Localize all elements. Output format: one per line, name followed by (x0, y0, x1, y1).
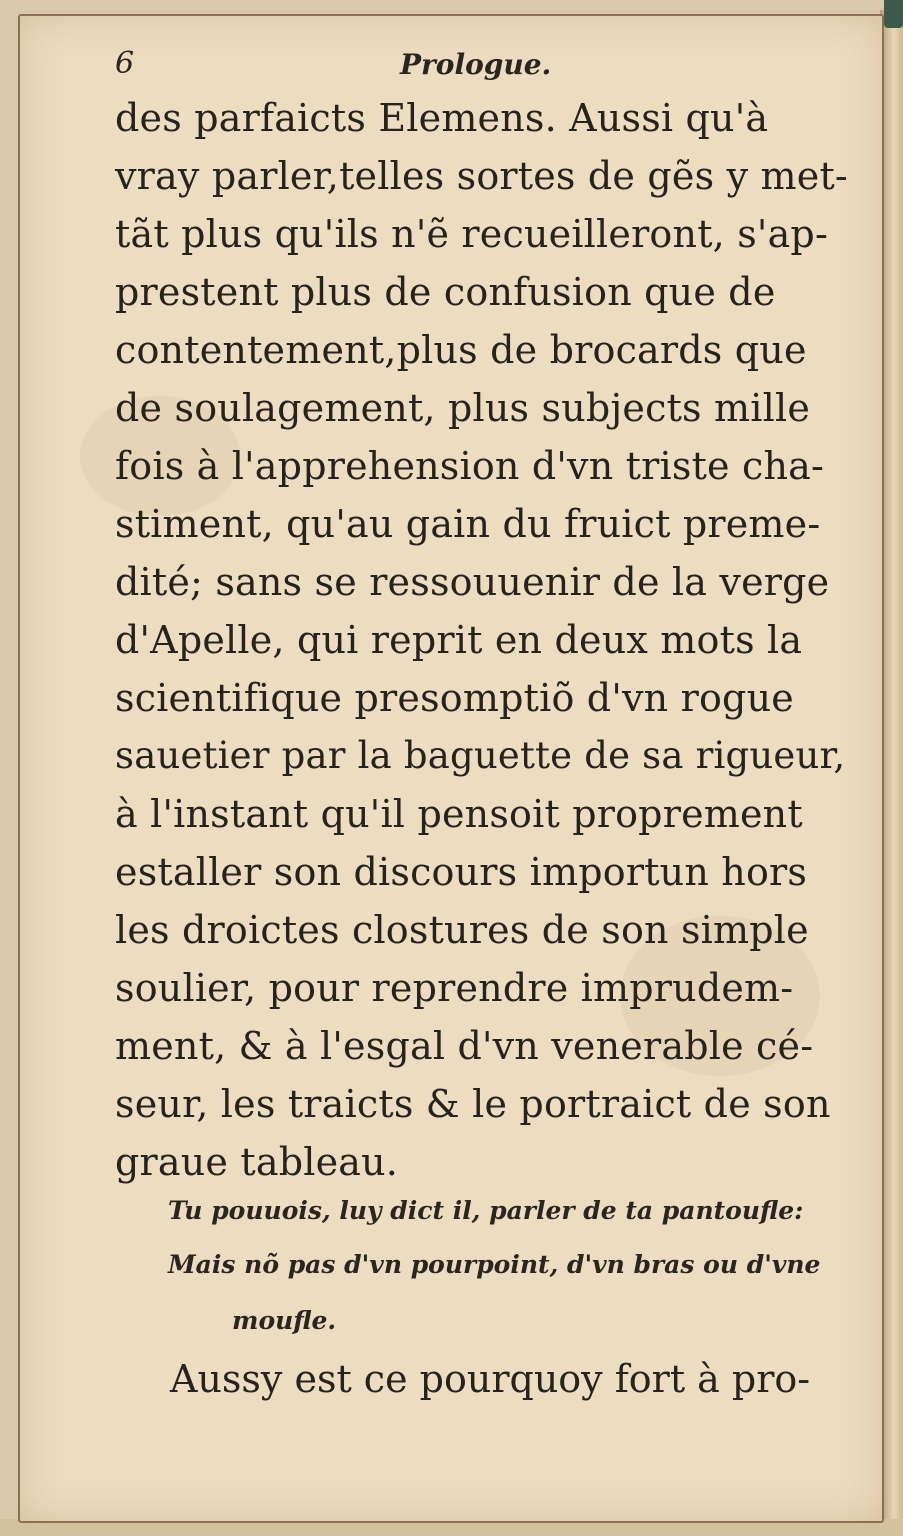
text-line: sauetier par la baguette de sa rigueur, (115, 734, 846, 777)
text-line: dité; sans se ressouuenir de la verge (115, 560, 830, 604)
text-line: estaller son discours importun hors (115, 850, 808, 894)
text-line: tãt plus qu'ils n'ẽ recueilleront, s'ap- (115, 212, 828, 256)
text-line: scientifique presomptiõ d'vn rogue (115, 676, 794, 720)
text-line: les droictes clostures de son simple (115, 908, 809, 952)
text-line: vray parler,telles sortes de gẽs y met- (115, 154, 848, 198)
running-head (115, 44, 765, 84)
text-line: d'Apelle, qui reprit en deux mots la (115, 618, 803, 662)
text-line: stiment, qu'au gain du fruict preme- (115, 502, 821, 546)
text-line: soulier, pour reprendre imprudem- (115, 966, 794, 1010)
text-line: contentement,plus de brocards que (115, 328, 807, 372)
text-line: fois à l'apprehension d'vn triste cha- (115, 444, 825, 488)
text-line: seur, les traicts & le portraict de son (115, 1082, 831, 1126)
text-line: ment, & à l'esgal d'vn venerable cé- (115, 1024, 814, 1068)
running-title: Prologue. (400, 48, 552, 81)
text-line: graue tableau. (115, 1140, 399, 1184)
text-line: de soulagement, plus subjects mille (115, 386, 811, 430)
verse-line: Tu pouuois, luy dict il, parler de ta pantoufle: (168, 1196, 804, 1225)
catchline: Aussy est ce pourquoy fort à pro- (170, 1357, 811, 1401)
verse-line: Mais nõ pas d'vn pourpoint, d'vn bras ou d'vne (168, 1250, 821, 1279)
page-number: 6 (115, 46, 135, 81)
text-line: des parfaicts Elemens. Aussi qu'à (115, 96, 769, 140)
verse-line: moufle. (232, 1306, 337, 1335)
text-line: à l'instant qu'il pensoit proprement (115, 792, 803, 836)
text-line: prestent plus de confusion que de (115, 270, 776, 314)
binding-tab (884, 0, 903, 28)
